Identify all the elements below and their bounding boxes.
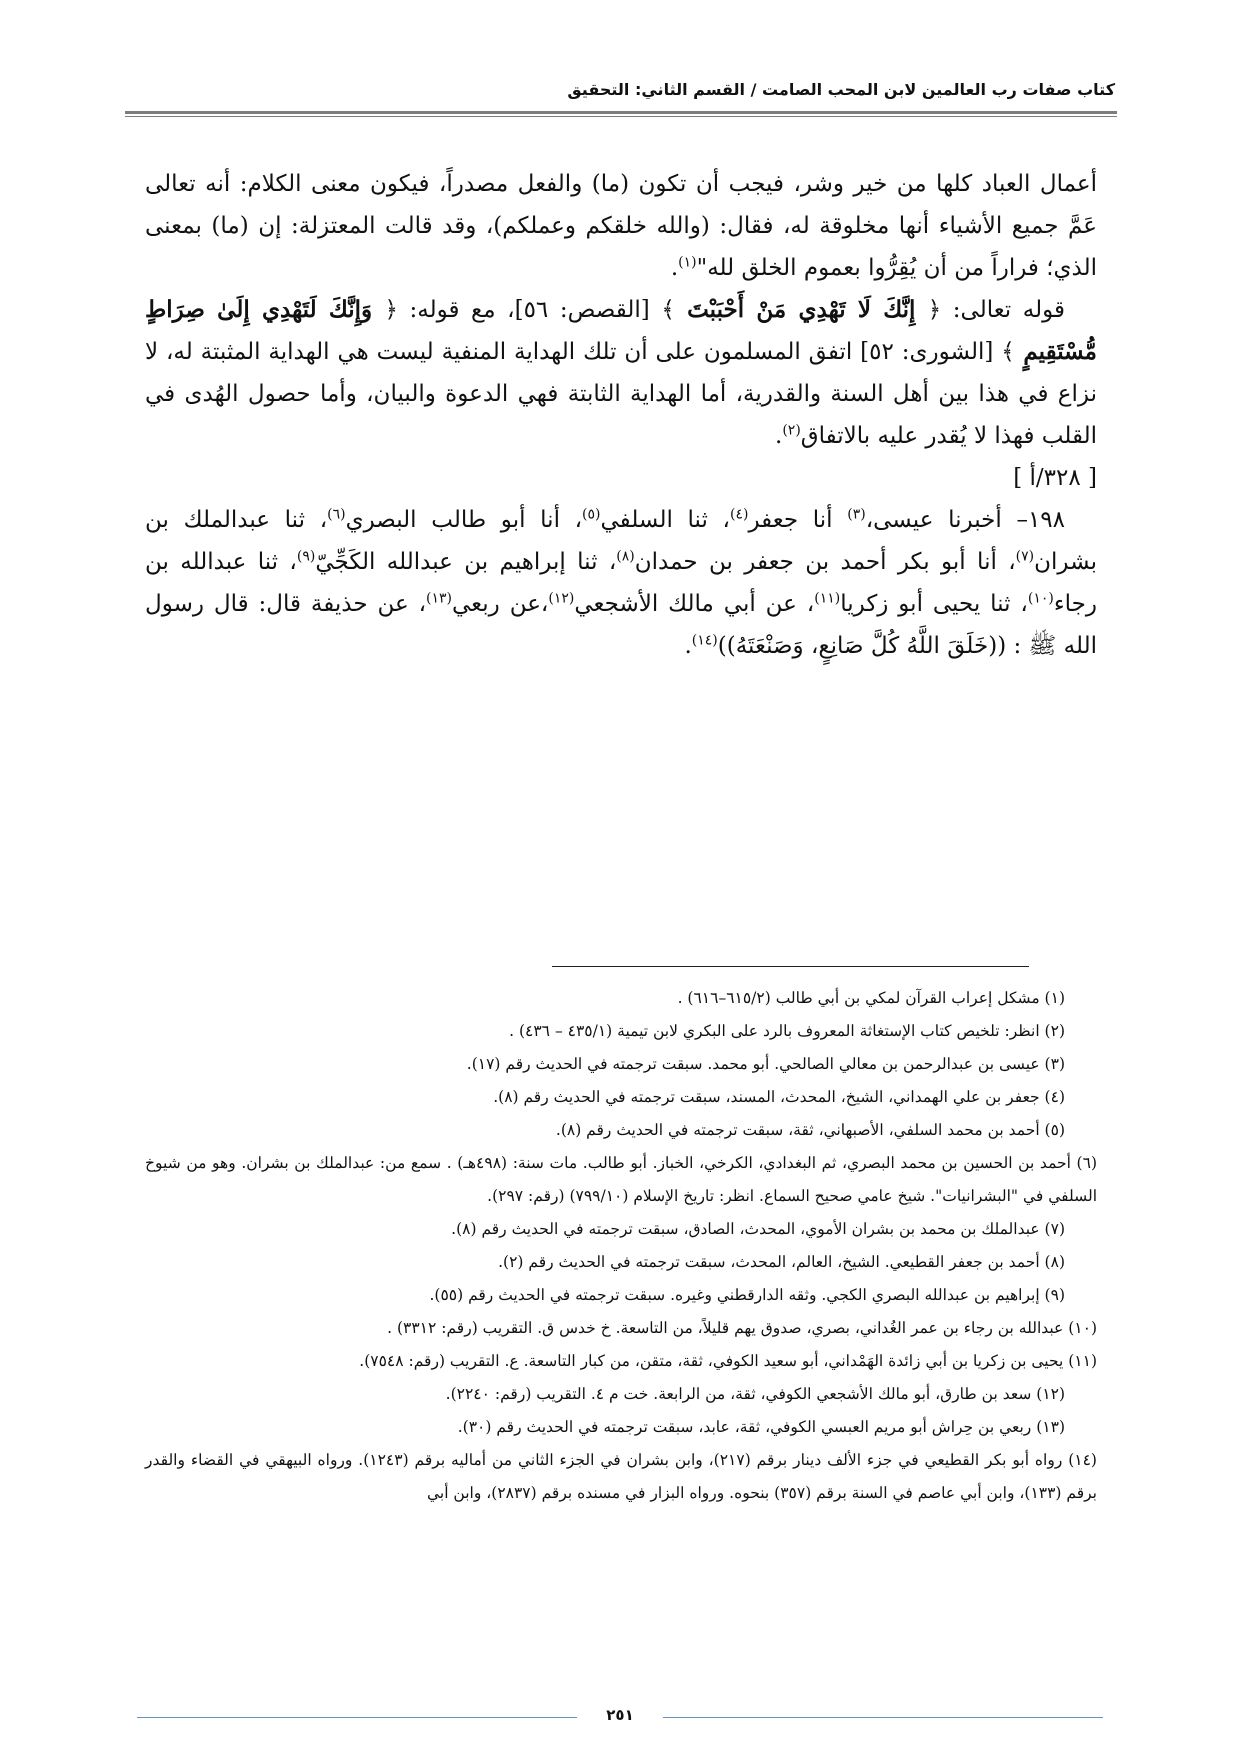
footnote-separator (552, 966, 1029, 967)
hadith-text-h: ، ثنا عبدالله بن رجاء (145, 549, 1097, 617)
hadith-198 (145, 499, 1097, 667)
quran-bracket-open: ﴿ (927, 297, 942, 323)
footnote-9: (٩) إبراهيم بن عبدالله البصري الكجي. وثقه الدارقطني وغيره. سبقت ترجمته في الحديث رقم (٥٥). (429, 1286, 1065, 1304)
paragraph-2 (145, 289, 1097, 457)
footnote-ref-6[interactable]: (٦) (327, 506, 346, 523)
footnote-12: (١٢) سعد بن طارق، أبو مالك الأشجعي الكوفي، ثقة، من الرابعة. خت م ٤. التقريب (رقم: ٢٢٤٠). (445, 1385, 1065, 1403)
hadith-text-c: ، ثنا السلفي (600, 507, 730, 533)
footnote-ref-3[interactable]: (٣) (847, 506, 866, 523)
header-rule-thin (125, 116, 1117, 117)
paragraph-2-end: . (775, 423, 783, 449)
hadith-text-g: ، ثنا إبراهيم بن عبدالله الكَجِّيّ (315, 549, 617, 575)
footnote-ref-9[interactable]: (٩) (296, 548, 316, 565)
quran-bracket-close: ﴾ (661, 297, 675, 323)
hadith-text-end: . (684, 633, 692, 659)
paragraph-2-middle: [القصص: ٥٦]، مع قوله: (397, 297, 662, 323)
footnote-13: (١٣) ربعي بن حِراش أبو مريم العبسي الكوفي، ثقة، عابد، سبقت ترجمته في الحديث رقم (٣٠). (457, 1418, 1065, 1436)
running-header: كتاب صفات رب العالمين لابن المحب الصامت / القسم الثاني: التحقيق (567, 80, 1115, 99)
footnote-10: (١٠) عبدالله بن رجاء بن عمر الغُداني، بصري، صدوق يهم قليلاً، من التاسعة. خ خدس ق. التقريب (رقم: ٣٣١٢) . (387, 1319, 1097, 1337)
footnote-11: (١١) يحيى بن زكريا بن أبي زائدة الهَمْداني، أبو سعيد الكوفي، ثقة، متقن، من كبار التاسعة. ع. التقريب (رقم: ٧٥٤٨). (359, 1352, 1097, 1370)
footnote-4: (٤) جعفر بن علي الهمداني، الشيخ، المحدث، المسند، سبقت ترجمته في الحديث رقم (٨). (493, 1088, 1065, 1106)
footnote-14: (١٤) رواه أبو بكر القطيعي في جزء الألف دينار برقم (٢١٧)، وابن بشران في الجزء الثاني من أماليه برقم (١٢٤٣). ورواه البيهقي في القضاء والقدر برقم (١٣٣)، وابن أبي عاصم في السنة برقم (٣٥٧) بنحوه. ورواه البزار في مسنده برقم (٢٨٣٧)، وابن أبي (145, 1451, 1097, 1502)
footnote-ref-13[interactable]: (١٣) (426, 590, 453, 607)
hadith-text-b: أنا جعفر (748, 507, 848, 533)
footnote-ref-10[interactable]: (١٠) (1027, 590, 1054, 607)
quran-verse-1: إِنَّكَ لَا تَهْدِي مَنْ أَحْبَبْتَ (674, 296, 928, 323)
paragraph-1-text: أعمال العباد كلها من خير وشر، فيجب أن تكون (ما) والفعل مصدراً، فيكون معنى الكلام: أنه تعالى عَمَّ جميع الأشياء أنها مخلوقة له، فقال: (والله خلقكم وعملكم)، وقد قالت المعتزلة: إن (ما) بمعنى الذي؛ فراراً من أن يُقِرُّوا بعموم الخلق لله" (145, 171, 1097, 281)
footnote-ref-4[interactable]: (٤) (729, 506, 749, 523)
footer-rule-right (663, 1717, 1103, 1718)
footnote-2: (٢) انظر: تلخيص كتاب الإستغاثة المعروف بالرد على البكري لابن تيمية (٤٣٥/١ – ٤٣٦) . (509, 1022, 1065, 1040)
paragraph-2-intro: قوله تعالى: (941, 297, 1065, 323)
footnote-ref-14[interactable]: (١٤) (691, 632, 718, 649)
hadith-text-l: ، عن حذيفة قال: قال رسول الله ﷺ : ((خَلَقَ اللَّهُ كُلَّ صَانِعٍ، وَصَنْعَتَهُ)) (145, 591, 1097, 659)
hadith-text-d: ، أنا أبو طالب البصري (345, 507, 583, 533)
footnote-ref-2[interactable]: (٢) (782, 422, 801, 439)
main-text (145, 163, 1097, 667)
footnote-5: (٥) أحمد بن محمد السلفي، الأصبهاني، ثقة، سبقت ترجمته في الحديث رقم (٨). (555, 1121, 1065, 1139)
quran-bracket-close-2: ﴾ (1001, 339, 1015, 365)
paragraph-1-end: . (670, 255, 679, 281)
hadith-text-k: ،عن ربعي (452, 591, 549, 617)
manuscript-page-ref: [ ٣٢٨/أ ] (1013, 465, 1097, 491)
footnote-ref-11[interactable]: (١١) (814, 590, 841, 607)
hadith-text-i: ، ثنا يحيى أبو زكريا (840, 591, 1028, 617)
footnote-ref-7[interactable]: (٧) (1015, 548, 1035, 565)
footnote-ref-8[interactable]: (٨) (616, 548, 635, 565)
header-rule-thick (125, 111, 1117, 114)
hadith-text-e: ، ثنا عبدالملك بن بشران (145, 507, 1098, 575)
footnote-1: (١) مشكل إعراب القرآن لمكي بن أبي طالب (٦١٥/٢–٦١٦) . (677, 989, 1065, 1007)
footnote-8: (٨) أحمد بن جعفر القطيعي. الشيخ، العالم، المحدث، سبقت ترجمته في الحديث رقم (٢). (498, 1253, 1065, 1271)
paragraph-1 (145, 163, 1097, 289)
footnote-3: (٣) عيسى بن عبدالرحمن بن معالي الصالحي. أبو محمد. سبقت ترجمته في الحديث رقم (١٧). (466, 1055, 1065, 1073)
footnotes (145, 982, 1097, 1510)
footer-rule-left (137, 1717, 577, 1718)
hadith-text-f: ، أنا أبو بكر أحمد بن جعفر بن حمدان (634, 549, 1016, 575)
footnote-ref-12[interactable]: (١٢) (548, 590, 575, 607)
footnote-6: (٦) أحمد بن الحسين بن محمد البصري، ثم البغدادي، الكرخي، الخباز. أبو طالب. مات سنة: (٤٩٨هـ) . سمع من: عبدالملك بن بشران. وهو من شيوخ السلفي في "البشرانيات". شيخ عامي صحيح السماع. انظر: تاريخ الإسلام (٧٩٩/١٠) (رقم: ٢٩٧). (145, 1154, 1097, 1205)
paragraph-2-text: [الشورى: ٥٢] اتفق المسلمون على أن تلك الهداية المنفية ليست هي الهداية المثبتة له، لا نزاع في هذا بين أهل السنة والقدرية، أما الهداية الثابتة فهي الدعوة والبيان، وأما حصول الهُدى في القلب فهذا لا يُقدر عليه بالاتفاق (145, 339, 1097, 449)
hadith-text-j: ، عن أبي مالك الأشجعي (574, 591, 815, 617)
page-number: ٢٥١ (606, 1706, 634, 1724)
footnote-7: (٧) عبدالملك بن محمد بن بشران الأموي، المحدث، الصادق، سبقت ترجمته في الحديث رقم (٨). (451, 1220, 1065, 1238)
quran-verse-2: وَإِنَّكَ لَتَهْدِي إِلَىٰ صِرَاطٍ مُّسْتَقِيمٍ (145, 296, 1098, 365)
quran-bracket-open-2: ﴿ (384, 297, 398, 323)
footnote-ref-1[interactable]: (١) (678, 254, 697, 271)
footnote-ref-5[interactable]: (٥) (582, 506, 601, 523)
hadith-text-a: ١٩٨– أخبرنا عيسى، (865, 507, 1066, 533)
